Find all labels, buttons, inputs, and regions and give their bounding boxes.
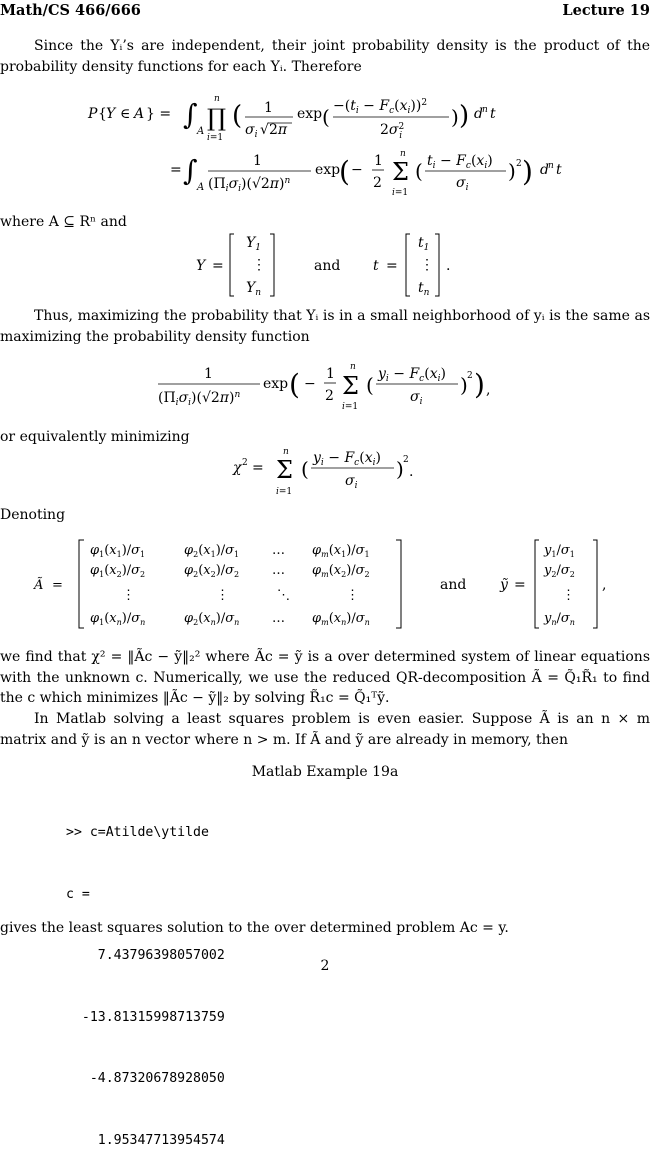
svg-text:n: n xyxy=(482,105,488,115)
page-number: 2 xyxy=(320,958,330,974)
svg-text:(: ( xyxy=(232,101,243,131)
svg-text:=: = xyxy=(514,577,526,593)
svg-text:=: = xyxy=(252,460,264,476)
svg-text:=: = xyxy=(170,162,182,178)
svg-text:√: √ xyxy=(260,122,269,138)
paragraph-intro: Since the Yᵢ’s are independent, their joint probability density is the product of the probability density functions for each Yᵢ. Therefore xyxy=(0,38,650,75)
svg-text:φm(x2)/σ2: $\varphi_m(x_2)/\sigma_2$ xyxy=(312,563,370,579)
svg-text:2σ2i: $2\sigma^2$ i xyxy=(380,122,405,141)
svg-text:(: ( xyxy=(415,159,423,183)
svg-text:Y1: $Y_1$ xyxy=(246,235,261,253)
svg-text:): ) xyxy=(508,159,516,183)
or-line: or equivalently minimizing xyxy=(0,429,190,445)
svg-text:φm(xn)/σn: $\varphi_m(x_n)/\sigma_n$ xyxy=(312,611,370,627)
svg-text:Y: Y xyxy=(196,258,206,274)
svg-text:χ: χ xyxy=(233,460,242,476)
code-value: -13.81315998713759 xyxy=(66,1009,225,1025)
svg-text:): ) xyxy=(396,457,404,481)
svg-text:yn/σn: $y_n/\sigma_n$ xyxy=(544,611,575,627)
paragraph-matlab: In Matlab solving a least squares problem is even easier. Suppose Ã is an n × m matrix and ỹ is an n vector where n > m. If Ã and ỹ are already in memory, then xyxy=(0,711,650,748)
svg-text:⋮: ⋮ xyxy=(216,588,229,603)
svg-text:i=1: i=1 xyxy=(342,402,359,412)
svg-text:=: = xyxy=(52,578,63,593)
svg-text:Σ: Σ xyxy=(276,456,293,484)
svg-text:⋱: ⋱ xyxy=(277,588,290,603)
svg-text:t: t xyxy=(490,106,496,122)
svg-text:⋮: ⋮ xyxy=(346,588,359,603)
svg-text:φm(x1)/σ1: $\varphi_m(x_1)/\sigma_1$ xyxy=(312,543,370,559)
svg-text:Yn: $Y_n$ xyxy=(246,280,262,298)
matrix-and: and xyxy=(440,577,467,593)
svg-text:∫: ∫ xyxy=(183,154,198,187)
denoting-line: Denoting xyxy=(0,507,66,523)
svg-text:(: ( xyxy=(289,368,300,401)
svg-text:(: ( xyxy=(339,155,350,188)
svg-text:−: − xyxy=(351,162,363,178)
svg-text:φ1(xn)/σn: $\varphi_1(x_n)/\sigma_n$ xyxy=(90,611,146,627)
svg-text:σi: $\sigma_i$ xyxy=(456,175,469,193)
course-title: Math/CS 466/666 xyxy=(0,2,141,19)
svg-text:⋮: ⋮ xyxy=(252,257,266,273)
joint-density-equation xyxy=(0,88,650,200)
svg-text:2: 2 xyxy=(403,455,409,465)
svg-text:2π: 2π xyxy=(269,122,288,138)
svg-text:n: n xyxy=(400,149,406,159)
svg-text:t1: $t_1$ xyxy=(418,235,430,253)
svg-text:=: = xyxy=(386,258,398,274)
svg-text:∏: ∏ xyxy=(207,104,227,132)
chi-squared-equation xyxy=(0,442,650,502)
svg-text:d: d xyxy=(474,106,483,122)
code-value: 7.43796398057002 xyxy=(66,948,225,963)
svg-text:(Πiσi)(√2π)n: $(\Pi_i\sigma_i)(√2\pi)^n$ xyxy=(158,390,241,408)
svg-text:2: 2 xyxy=(373,175,382,191)
matrix-definitions xyxy=(0,536,650,632)
svg-text:…: … xyxy=(272,543,285,558)
svg-text:−(ti − Fc(xi))2: $-(t_i - F_c(x_i))^2$ xyxy=(333,98,428,116)
svg-text:(Πiσi)(√2π)n: $(\Pi_i\sigma_i)(√2\pi)^n$ xyxy=(208,176,291,194)
svg-text:∈: ∈ xyxy=(120,106,131,122)
svg-text:i=1: i=1 xyxy=(276,487,293,497)
svg-text:φ2(xn)/σn: $\varphi_2(x_n)/\sigma_n$ xyxy=(184,611,240,627)
svg-text:i=1: i=1 xyxy=(392,188,409,198)
svg-text:…: … xyxy=(272,611,285,626)
code-command: >> c=Atilde\ytilde xyxy=(66,825,209,840)
svg-text:tn: $t_n$ xyxy=(418,280,430,298)
svg-text:−: − xyxy=(304,376,316,392)
svg-text:σi: $\sigma_i$ xyxy=(245,122,258,140)
svg-text:,: , xyxy=(486,382,491,398)
svg-text:2: 2 xyxy=(242,458,248,468)
svg-text:n: n xyxy=(283,447,289,457)
svg-text:⋮: ⋮ xyxy=(420,257,434,273)
svg-text:1: 1 xyxy=(326,366,335,382)
svg-text:2: 2 xyxy=(516,159,522,169)
svg-text:y2/σ2: $y_2/\sigma_2$ xyxy=(544,563,575,579)
lecture-label: Lecture 19 xyxy=(562,2,650,19)
example-title: Matlab Example 19a xyxy=(251,764,399,780)
svg-text:): ) xyxy=(451,105,459,129)
svg-text:} =: } = xyxy=(146,106,172,122)
svg-text:ỹ: ỹ xyxy=(500,577,508,593)
svg-text:ti − Fc(xi): $t_i - F_c(x_i)$ xyxy=(427,153,493,171)
svg-text:φ2(x1)/σ1: $\varphi_2(x_1)/\sigma_1$ xyxy=(184,543,240,559)
svg-text:φ1(x1)/σ1: $\varphi_1(x_1)/\sigma_1$ xyxy=(90,543,146,559)
svg-text:d: d xyxy=(540,162,549,178)
svg-text:⋮: ⋮ xyxy=(122,588,135,603)
svg-text:Σ: Σ xyxy=(392,158,409,186)
svg-text:t: t xyxy=(556,162,562,178)
svg-text:A: A xyxy=(197,182,205,193)
svg-text:φ2(x2)/σ2: $\varphi_2(x_2)/\sigma_2$ xyxy=(184,563,240,579)
svg-text:,: , xyxy=(602,577,607,593)
svg-text:Ã: Ã xyxy=(34,578,44,593)
svg-text:σi: $\sigma_i$ xyxy=(410,389,423,407)
svg-text:2: 2 xyxy=(467,371,473,381)
svg-text:⋮: ⋮ xyxy=(562,588,575,603)
paragraph-qr: we find that χ² = ‖Ãc − ỹ‖₂² where Ãc = ỹ is a over determined system of linear equations with the unknown c. Numerically, we use the reduced QR-decomposition Ã = Q̃₁R̃₁ to find the c which minimizes ‖Ãc − ỹ‖₂ by solving R̃₁c = Q̃₁ᵀỹ. xyxy=(0,649,650,706)
svg-text:i=1: i=1 xyxy=(207,133,224,143)
svg-text:∫: ∫ xyxy=(183,98,198,131)
svg-text:A: A xyxy=(134,106,145,122)
svg-text:1: 1 xyxy=(204,366,213,382)
vectors-and: and xyxy=(314,258,341,274)
code-value: -4.87320678928050 xyxy=(66,1071,225,1086)
svg-text:exp: exp xyxy=(315,162,341,178)
density-function-equation xyxy=(0,356,650,416)
svg-text:{: { xyxy=(98,106,107,122)
svg-text:…: … xyxy=(272,563,285,578)
svg-text:.: . xyxy=(446,258,451,274)
svg-text:1: 1 xyxy=(374,153,383,169)
where-line: where A ⊆ Rⁿ and xyxy=(0,214,127,230)
svg-text:n: n xyxy=(548,161,554,171)
svg-text:t: t xyxy=(373,258,379,274)
vectors-equation xyxy=(0,230,650,300)
svg-text:=: = xyxy=(212,258,224,274)
svg-text:n: n xyxy=(350,362,356,372)
code-label: c = xyxy=(66,886,90,902)
paragraph-maximizing: Thus, maximizing the probability that Yᵢ is in a small neighborhood of yᵢ is the same as maximizing the probability density function xyxy=(0,308,650,345)
svg-text:Σ: Σ xyxy=(342,372,359,400)
svg-text:2: 2 xyxy=(325,388,334,404)
svg-text:): ) xyxy=(522,155,533,188)
svg-text:1: 1 xyxy=(264,100,273,116)
svg-text:σi: $\sigma_i$ xyxy=(345,473,358,491)
svg-text:y1/σ1: $y_1/\sigma_1$ xyxy=(544,543,575,559)
svg-text:φ1(x2)/σ2: $\varphi_1(x_2)/\sigma_2$ xyxy=(90,563,146,579)
svg-text:): ) xyxy=(459,101,470,131)
svg-text:.: . xyxy=(409,464,414,480)
svg-text:exp: exp xyxy=(297,106,323,122)
svg-text:A: A xyxy=(197,126,205,137)
svg-text:): ) xyxy=(474,368,485,401)
svg-text:(: ( xyxy=(322,105,330,129)
code-value: 1.95347713954574 xyxy=(66,1132,225,1148)
svg-text:exp: exp xyxy=(263,376,289,392)
svg-text:): ) xyxy=(460,373,468,397)
svg-text:yi − Fc(xi): $y_i - F_c(x_i)$ xyxy=(378,366,446,384)
svg-text:(: ( xyxy=(301,457,309,481)
svg-text:yi − Fc(xi): $y_i - F_c(x_i)$ xyxy=(313,450,381,468)
svg-text:(: ( xyxy=(366,373,374,397)
matlab-code-block xyxy=(66,782,225,1172)
svg-text:P: P xyxy=(88,106,98,122)
paragraph-conclusion: gives the least squares solution to the over determined problem Ac = y. xyxy=(0,920,509,936)
svg-text:1: 1 xyxy=(253,153,262,169)
svg-text:Y: Y xyxy=(106,106,116,122)
svg-text:n: n xyxy=(214,94,220,104)
